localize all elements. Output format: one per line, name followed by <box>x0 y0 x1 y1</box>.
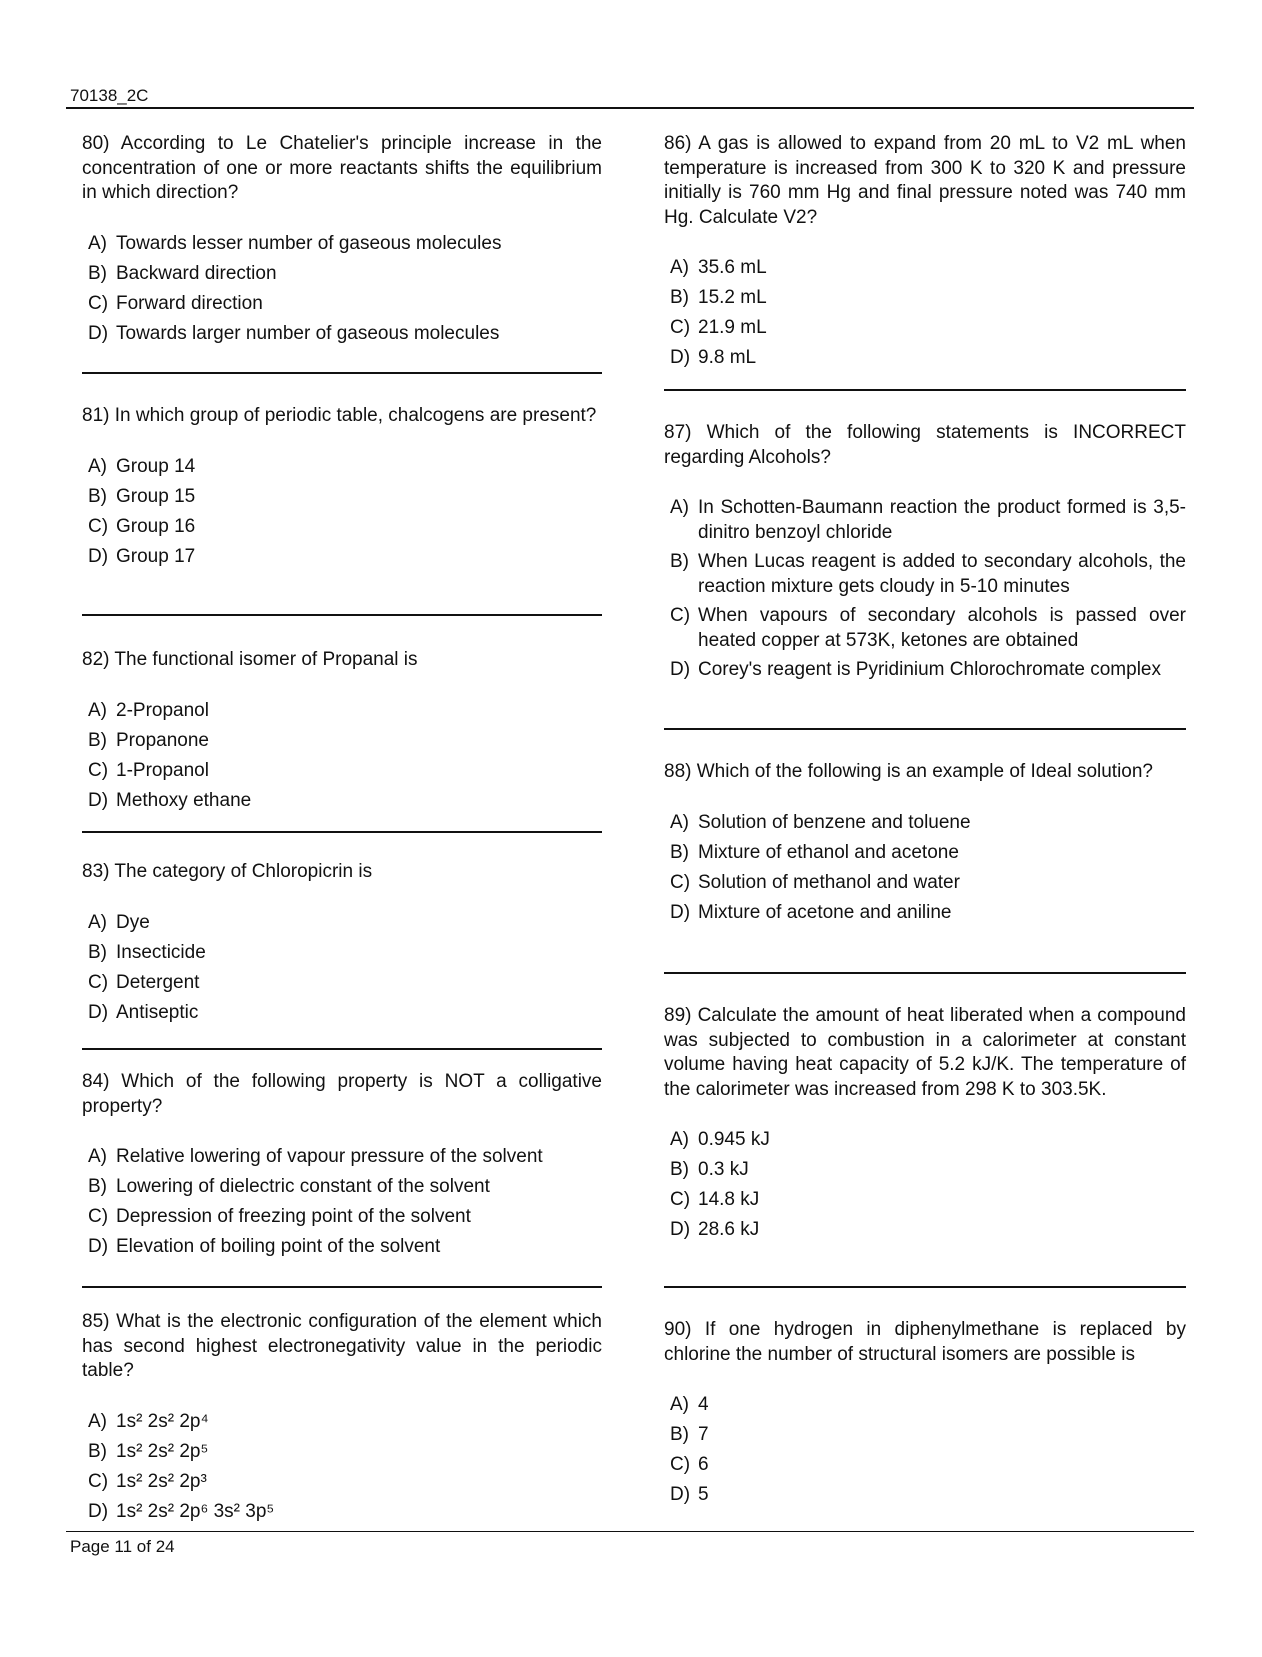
option-label: A) <box>670 811 689 833</box>
question-text: 84) Which of the following property is NOT a colligative property? <box>82 1071 602 1117</box>
options-list <box>82 1145 602 1265</box>
question-text: 87) Which of the following statements is INCORRECT regarding Alcohols? <box>664 422 1186 468</box>
option-label: A) <box>88 1146 107 1167</box>
option-d[interactable] <box>664 901 1186 931</box>
option-label: B) <box>88 1440 107 1462</box>
option-label: D) <box>670 659 691 680</box>
option-label: B) <box>670 287 689 308</box>
options-list <box>664 1128 1186 1248</box>
option-text: Antiseptic <box>116 1001 199 1023</box>
question-89 <box>664 974 1186 1286</box>
option-a[interactable] <box>82 699 602 729</box>
option-label: C) <box>88 1470 109 1492</box>
option-c[interactable] <box>82 1470 602 1500</box>
option-text: 1s² 2s² 2p³ <box>116 1470 207 1492</box>
options-list <box>82 911 602 1031</box>
option-b[interactable] <box>664 1158 1186 1188</box>
option-text: 28.6 kJ <box>698 1219 760 1240</box>
option-text: Dye <box>116 911 150 933</box>
option-text: Propanone <box>116 729 209 751</box>
question-text: 89) Calculate the amount of heat liberated when a compound was subjected to combustion in a calorimeter at constant volume having heat capacity of 5.2 kJ/K. The temperature of the calorimeter was increased from 298 K to 303.5K. <box>664 1005 1186 1100</box>
option-text: When vapours of secondary alcohols is passed over heated copper at 573K, ketones are obtained <box>698 605 1186 651</box>
options-list <box>82 232 602 352</box>
option-a[interactable] <box>664 1128 1186 1158</box>
option-label: C) <box>88 759 109 781</box>
option-b[interactable] <box>664 1423 1186 1453</box>
option-text: 0.945 kJ <box>698 1129 770 1150</box>
options-list <box>664 1393 1186 1513</box>
option-label: A) <box>88 1410 107 1432</box>
option-b[interactable] <box>82 262 602 292</box>
option-c[interactable] <box>664 604 1186 653</box>
page-number: Page 11 of 24 <box>70 1537 175 1556</box>
option-a[interactable] <box>664 811 1186 841</box>
options-list <box>82 699 602 819</box>
question-81 <box>82 374 602 614</box>
option-text: Solution of benzene and toluene <box>698 811 971 833</box>
option-d[interactable] <box>82 322 602 352</box>
option-label: C) <box>670 871 691 893</box>
option-text: Relative lowering of vapour pressure of the solvent <box>116 1146 543 1167</box>
option-d[interactable] <box>664 1483 1186 1513</box>
option-c[interactable] <box>82 759 602 789</box>
options-list <box>82 1410 602 1530</box>
option-a[interactable] <box>82 232 602 262</box>
option-text: 4 <box>698 1394 709 1415</box>
paper-code: 70138_2C <box>70 86 149 105</box>
option-text: 6 <box>698 1454 709 1475</box>
option-label: D) <box>88 1236 109 1257</box>
question-90 <box>664 1288 1186 1513</box>
option-label: B) <box>88 941 107 963</box>
option-text: 1s² 2s² 2p⁴ <box>116 1410 209 1432</box>
option-text: 1s² 2s² 2p⁶ 3s² 3p⁵ <box>116 1500 275 1522</box>
option-label: D) <box>88 789 109 811</box>
options-list <box>664 811 1186 931</box>
option-label: A) <box>670 497 689 518</box>
option-label: C) <box>670 1189 691 1210</box>
option-text: 7 <box>698 1424 709 1445</box>
question-text: 86) A gas is allowed to expand from 20 mL to V2 mL when temperature is increased from 300 K to 320 K and pressure initially is 760 mm Hg and final pressure noted was 740 mm Hg. Calculate V2? <box>664 133 1186 228</box>
option-text: Group 16 <box>116 515 196 537</box>
option-a[interactable] <box>82 455 602 485</box>
question-text: 90) If one hydrogen in diphenylmethane is replaced by chlorine the number of structural isomers are possible is <box>664 1319 1186 1365</box>
option-c[interactable] <box>664 316 1186 346</box>
options-list <box>664 256 1186 376</box>
option-label: C) <box>670 317 691 338</box>
option-label: D) <box>88 1001 109 1023</box>
header-rule <box>66 107 1194 109</box>
option-a[interactable] <box>664 256 1186 286</box>
options-list <box>82 455 602 575</box>
option-label: A) <box>670 1129 689 1150</box>
option-a[interactable] <box>664 1393 1186 1423</box>
option-d[interactable] <box>664 1218 1186 1248</box>
option-b[interactable] <box>82 1175 602 1205</box>
option-label: D) <box>88 545 109 567</box>
option-text: Towards larger number of gaseous molecules <box>116 322 500 344</box>
option-label: C) <box>670 1454 691 1475</box>
option-c[interactable] <box>82 1205 602 1235</box>
option-text: Corey's reagent is Pyridinium Chlorochromate complex <box>698 659 1161 680</box>
question-88 <box>664 730 1186 972</box>
option-text: 9.8 mL <box>698 347 757 368</box>
option-c[interactable] <box>664 1453 1186 1483</box>
option-text: Group 17 <box>116 545 196 567</box>
option-label: C) <box>88 515 109 537</box>
option-text: Elevation of boiling point of the solvent <box>116 1236 441 1257</box>
option-b[interactable] <box>664 841 1186 871</box>
question-text: 81) In which group of periodic table, chalcogens are present? <box>82 405 597 426</box>
option-text: 5 <box>698 1484 709 1505</box>
option-c[interactable] <box>664 1188 1186 1218</box>
option-b[interactable] <box>664 550 1186 599</box>
option-c[interactable] <box>82 292 602 322</box>
option-label: D) <box>670 1219 691 1240</box>
question-86 <box>664 132 1186 389</box>
option-b[interactable] <box>664 286 1186 316</box>
option-text: When Lucas reagent is added to secondary alcohols, the reaction mixture gets cloudy in 5-10 minutes <box>698 551 1186 597</box>
option-label: C) <box>88 292 109 314</box>
question-text: 85) What is the electronic configuration of the element which has second highest electronegativity value in the periodic table? <box>82 1311 602 1381</box>
option-a[interactable] <box>664 496 1186 545</box>
question-87 <box>664 391 1186 728</box>
question-text: 80) According to Le Chatelier's principle increase in the concentration of one or more reactants shifts the equilibrium in which direction? <box>82 133 602 203</box>
option-text: In Schotten-Baumann reaction the product formed is 3,5-dinitro benzoyl chloride <box>698 497 1186 543</box>
option-text: Towards lesser number of gaseous molecules <box>116 232 502 254</box>
question-82 <box>82 616 602 831</box>
option-label: C) <box>88 1206 109 1227</box>
option-text: Backward direction <box>116 262 277 284</box>
option-a[interactable] <box>82 911 602 941</box>
option-label: A) <box>88 699 107 721</box>
options-list <box>664 496 1186 683</box>
option-d[interactable] <box>82 1001 602 1031</box>
option-label: A) <box>670 257 689 278</box>
option-label: B) <box>88 1176 107 1197</box>
option-text: Depression of freezing point of the solvent <box>116 1206 471 1227</box>
option-text: 2-Propanol <box>116 699 209 721</box>
option-text: Insecticide <box>116 941 206 963</box>
option-label: D) <box>88 1500 109 1522</box>
option-text: Solution of methanol and water <box>698 871 960 893</box>
question-84 <box>82 1050 602 1286</box>
option-label: B) <box>88 485 107 507</box>
option-label: A) <box>88 232 107 254</box>
option-b[interactable] <box>82 729 602 759</box>
option-text: 14.8 kJ <box>698 1189 760 1210</box>
option-text: Detergent <box>116 971 200 993</box>
question-85 <box>82 1288 602 1530</box>
option-label: C) <box>670 605 691 626</box>
option-text: 1s² 2s² 2p⁵ <box>116 1440 209 1462</box>
question-80 <box>82 132 602 372</box>
question-83 <box>82 833 602 1048</box>
option-label: B) <box>670 1424 689 1445</box>
option-label: C) <box>88 971 109 993</box>
option-text: 21.9 mL <box>698 317 767 338</box>
option-d[interactable] <box>82 789 602 819</box>
right-column <box>664 132 1186 1513</box>
option-label: A) <box>88 911 107 933</box>
left-column <box>82 132 602 1530</box>
option-label: D) <box>670 1484 691 1505</box>
option-text: Forward direction <box>116 292 263 314</box>
question-text: 88) Which of the following is an example of Ideal solution? <box>664 761 1153 782</box>
option-d[interactable] <box>82 1235 602 1265</box>
option-c[interactable] <box>664 871 1186 901</box>
option-text: Group 15 <box>116 485 196 507</box>
footer-rule <box>66 1531 1194 1532</box>
option-d[interactable] <box>664 346 1186 376</box>
option-text: Group 14 <box>116 455 196 477</box>
option-d[interactable] <box>82 545 602 575</box>
option-c[interactable] <box>82 515 602 545</box>
option-b[interactable] <box>82 1440 602 1470</box>
option-text: 35.6 mL <box>698 257 767 278</box>
option-text: 15.2 mL <box>698 287 767 308</box>
option-b[interactable] <box>82 941 602 971</box>
option-b[interactable] <box>82 485 602 515</box>
option-text: 0.3 kJ <box>698 1159 749 1180</box>
option-a[interactable] <box>82 1145 602 1175</box>
option-text: Mixture of ethanol and acetone <box>698 841 959 863</box>
option-text: Methoxy ethane <box>116 789 252 811</box>
option-text: Lowering of dielectric constant of the solvent <box>116 1176 490 1197</box>
option-label: D) <box>88 322 109 344</box>
option-label: B) <box>670 841 689 863</box>
option-d[interactable] <box>664 658 1186 683</box>
option-a[interactable] <box>82 1410 602 1440</box>
option-label: B) <box>88 729 107 751</box>
option-label: A) <box>670 1394 689 1415</box>
option-d[interactable] <box>82 1500 602 1530</box>
option-label: B) <box>88 262 107 284</box>
question-text: 82) The functional isomer of Propanal is <box>82 649 418 670</box>
option-c[interactable] <box>82 971 602 1001</box>
option-text: Mixture of acetone and aniline <box>698 901 952 923</box>
option-label: A) <box>88 455 107 477</box>
option-label: D) <box>670 901 691 923</box>
option-label: D) <box>670 347 691 368</box>
question-text: 83) The category of Chloropicrin is <box>82 861 373 882</box>
option-text: 1-Propanol <box>116 759 209 781</box>
option-label: B) <box>670 1159 689 1180</box>
option-label: B) <box>670 551 689 572</box>
